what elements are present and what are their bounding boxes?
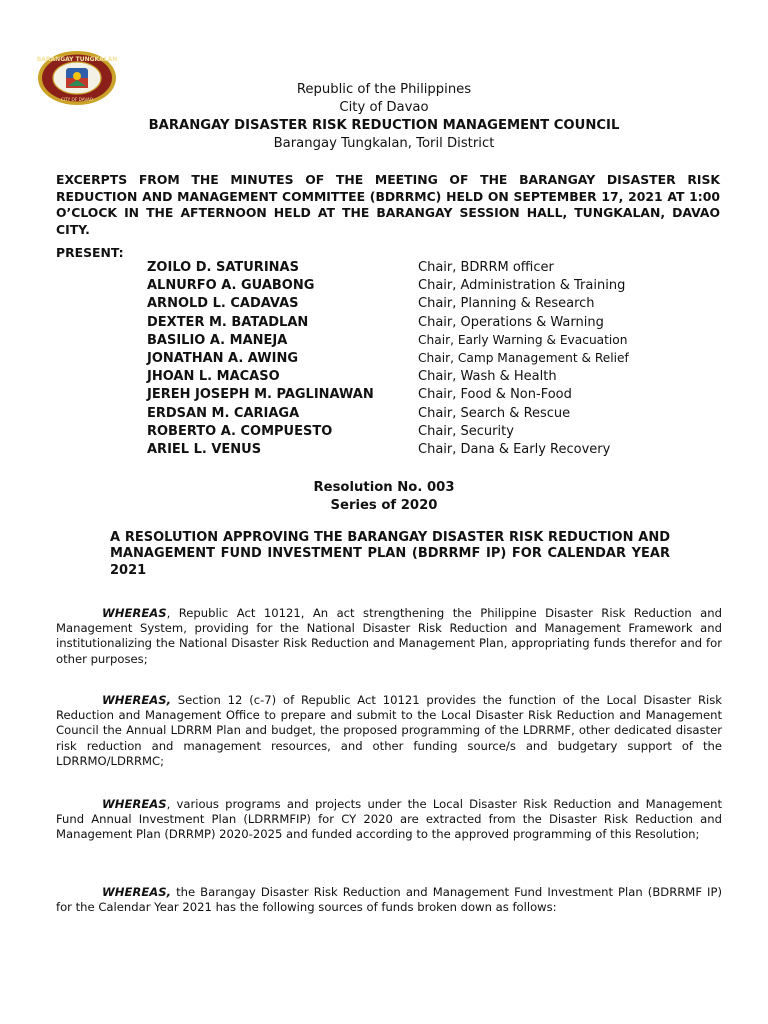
member-role: Chair, Food & Non-Food [418,387,572,403]
member-row [147,406,629,424]
member-name: ZOILO D. SATURINAS [147,260,299,275]
resolution-series: Series of 2020 [330,498,438,513]
header-country: Republic of the Philippines [296,82,472,97]
member-role: Chair, Wash & Health [418,369,557,385]
whereas-paragraph [56,606,722,667]
svg-text:BARANGAY TUNGKALAN: BARANGAY TUNGKALAN [37,56,117,63]
member-role: Chair, Dana & Early Recovery [418,441,611,457]
whereas-lead: WHEREAS [102,797,167,811]
member-role: Chair, Early Warning & Evacuation [418,332,628,347]
member-role: Chair, Planning & Research [418,296,595,312]
member-name: ARIEL L. VENUS [147,441,262,457]
member-row [147,260,629,278]
member-role: Chair, Security [418,423,514,439]
whereas-lead: WHEREAS [102,606,167,620]
member-name: JONATHAN A. AWING [147,350,299,366]
whereas-lead: WHEREAS, [102,693,171,707]
whereas-paragraph [56,885,722,915]
header-city: City of Davao [339,100,429,115]
member-name: ERDSAN M. CARIAGA [147,405,300,421]
member-row [147,387,629,405]
member-role: Chair, Administration & Training [418,278,626,294]
member-name: DEXTER M. BATADLAN [147,314,309,330]
member-name: ARNOLD L. CADAVAS [147,296,299,312]
whereas-text: the Barangay Disaster Risk Reduction and Management Fund Investment Plan (BDRRMF IP) for the Calendar Year 2021 has the following sources of funds broken down as follows: [56,885,722,915]
member-name: BASILIO A. MANEJA [147,332,288,348]
member-row [147,333,629,351]
member-row [147,278,629,296]
whereas-text: , various programs and projects under the Local Disaster Risk Reduction and Management Fund Annual Investment Plan (LDRRMFIP) for CY 2020 are extracted from the Disaster Risk Reduction and Management Plan (DRRMP) 2020-2025 and funded according to the approved programming of this Resolution; [56,797,722,842]
member-row [147,369,629,387]
member-row [147,296,629,314]
member-role: Chair, Search & Rescue [418,405,571,421]
member-role: Chair, Operations & Warning [418,314,604,330]
member-role: Chair, Camp Management & Relief [418,350,629,365]
member-row [147,351,629,369]
member-row [147,315,629,333]
whereas-lead: WHEREAS, [102,885,171,899]
whereas-text: , Republic Act 10121, An act strengthening the Philippine Disaster Risk Reduction and Management System, providing for the National Disaster Risk Reduction and Management Framework and institutionalizing the National Disaster Risk Reduction and Management Plan, appropriating funds therefor and for other purposes; [56,606,722,666]
present-members-list [147,260,629,460]
whereas-text: Section 12 (c-7) of Republic Act 10121 provides the function of the Local Disaster Risk Reduction and Management Office to prepare and submit to the Local Disaster Risk Reduction and Management Council the Annual LDRRM Plan and budget, the proposed programming of the LDRRMF, other dedicated disaster risk reduction and management resources, and other funding source/s and budgetary support of the LDRRMO/LDRRMC; [56,693,722,768]
whereas-paragraph [56,797,722,843]
member-name: ALNURFO A. GUABONG [147,278,315,294]
member-row [147,424,629,442]
resolution-title: A RESOLUTION APPROVING THE BARANGAY DISASTER RISK REDUCTION AND MANAGEMENT FUND INVESTMENT PLAN (BDRRMF IP) FOR CALENDAR YEAR 2021 [110,530,670,578]
resolution-number: Resolution No. 003 [313,480,455,495]
svg-text:CITY OF DAVAO: CITY OF DAVAO [60,97,94,102]
member-role: Chair, BDRRM officer [418,260,554,275]
minutes-excerpt: EXCERPTS FROM THE MINUTES OF THE MEETING OF THE BARANGAY DISASTER RISK REDUCTION AND MANAGEMENT COMMITTEE (BDRRMC) HELD ON SEPTEMBER 17, 2021 AT 1:00 O’CLOCK IN THE AFTERNOON HELD AT THE BARANGAY SESSION HALL, TUNGKALAN, DAVAO CITY. [56,172,720,237]
member-name: ROBERTO A. COMPUESTO [147,423,333,439]
header-council: BARANGAY DISASTER RISK REDUCTION MANAGEMENT COUNCIL [148,118,620,133]
header-barangay: Barangay Tungkalan, Toril District [273,136,495,151]
member-row [147,442,629,460]
present-label: PRESENT: [56,245,124,260]
member-name: JEREH JOSEPH M. PAGLINAWAN [147,387,374,403]
whereas-paragraph [56,693,722,769]
member-name: JHOAN L. MACASO [147,369,280,385]
